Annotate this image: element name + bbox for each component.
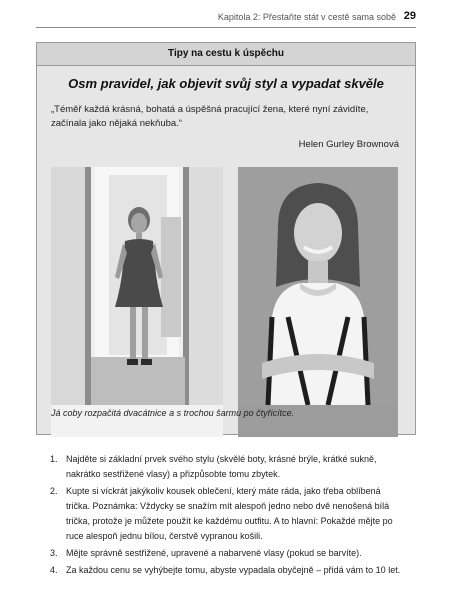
epigraph-quote: „Téměř každá krásná, bohatá a úspěšná pracující žena, které nyní závidíte, začínala jako nějaká nekňuba.“ [51,104,369,129]
list-item-number: 3. [50,548,58,558]
chapter-prefix: Kapitola 2: [217,12,261,22]
list-item [36,452,406,482]
chapter-title [218,12,396,22]
rules-list [36,452,406,580]
list-item-text: Za každou cenu se vyhýbejte tomu, abyste vypadala obyčejně – přidá vám to 10 let. [66,565,401,575]
photo-caption: Já coby rozpačitá dvacátnice a s trochou šarmu po čtyřicítce. [51,408,295,418]
list-item-number: 1. [50,454,58,464]
photo-young [51,167,223,437]
tips-box [36,42,416,435]
chapter-name: Přestaňte stát v cestě sama sobě [262,12,396,22]
photo-mature [238,167,398,437]
tips-box-title: Osm pravidel, jak objevit svůj styl a vypadat skvěle [68,76,384,91]
list-item-number: 4. [50,565,58,575]
tips-box-heading: Tipy na cestu k úspěchu [37,43,415,66]
list-item-text: Mějte správně sestřižené, upravené a nabarvené vlasy (pokud se barvíte). [66,548,362,558]
list-item [36,546,406,561]
list-item-number: 2. [50,486,58,496]
running-header [0,0,452,28]
epigraph-author: Helen Gurley Brownová [298,139,399,150]
list-item-text: Najděte si základní prvek svého stylu (skvělé boty, krásné brýle, krátké sukně, nakrátko sestřižené vlasy) a přizpůsobte tomu zbytek. [66,454,377,479]
list-item-text: Kupte si víckrát jakýkoliv kousek oblečení, který máte ráda, jako třeba oblíbená trička. Poznámka: Vždycky se snažím mít alespoň jedno nebo dvě nenošená bílá trička, protože je můžete použít ke každému outfitu. A to hlavní: Pokaždé mějte po ruce alespoň jednu bílou, čerstvě vypranou košili. [66,486,393,541]
page-number: 29 [403,10,416,22]
list-item [36,484,406,544]
header-rule [36,27,416,28]
list-item [36,563,406,578]
